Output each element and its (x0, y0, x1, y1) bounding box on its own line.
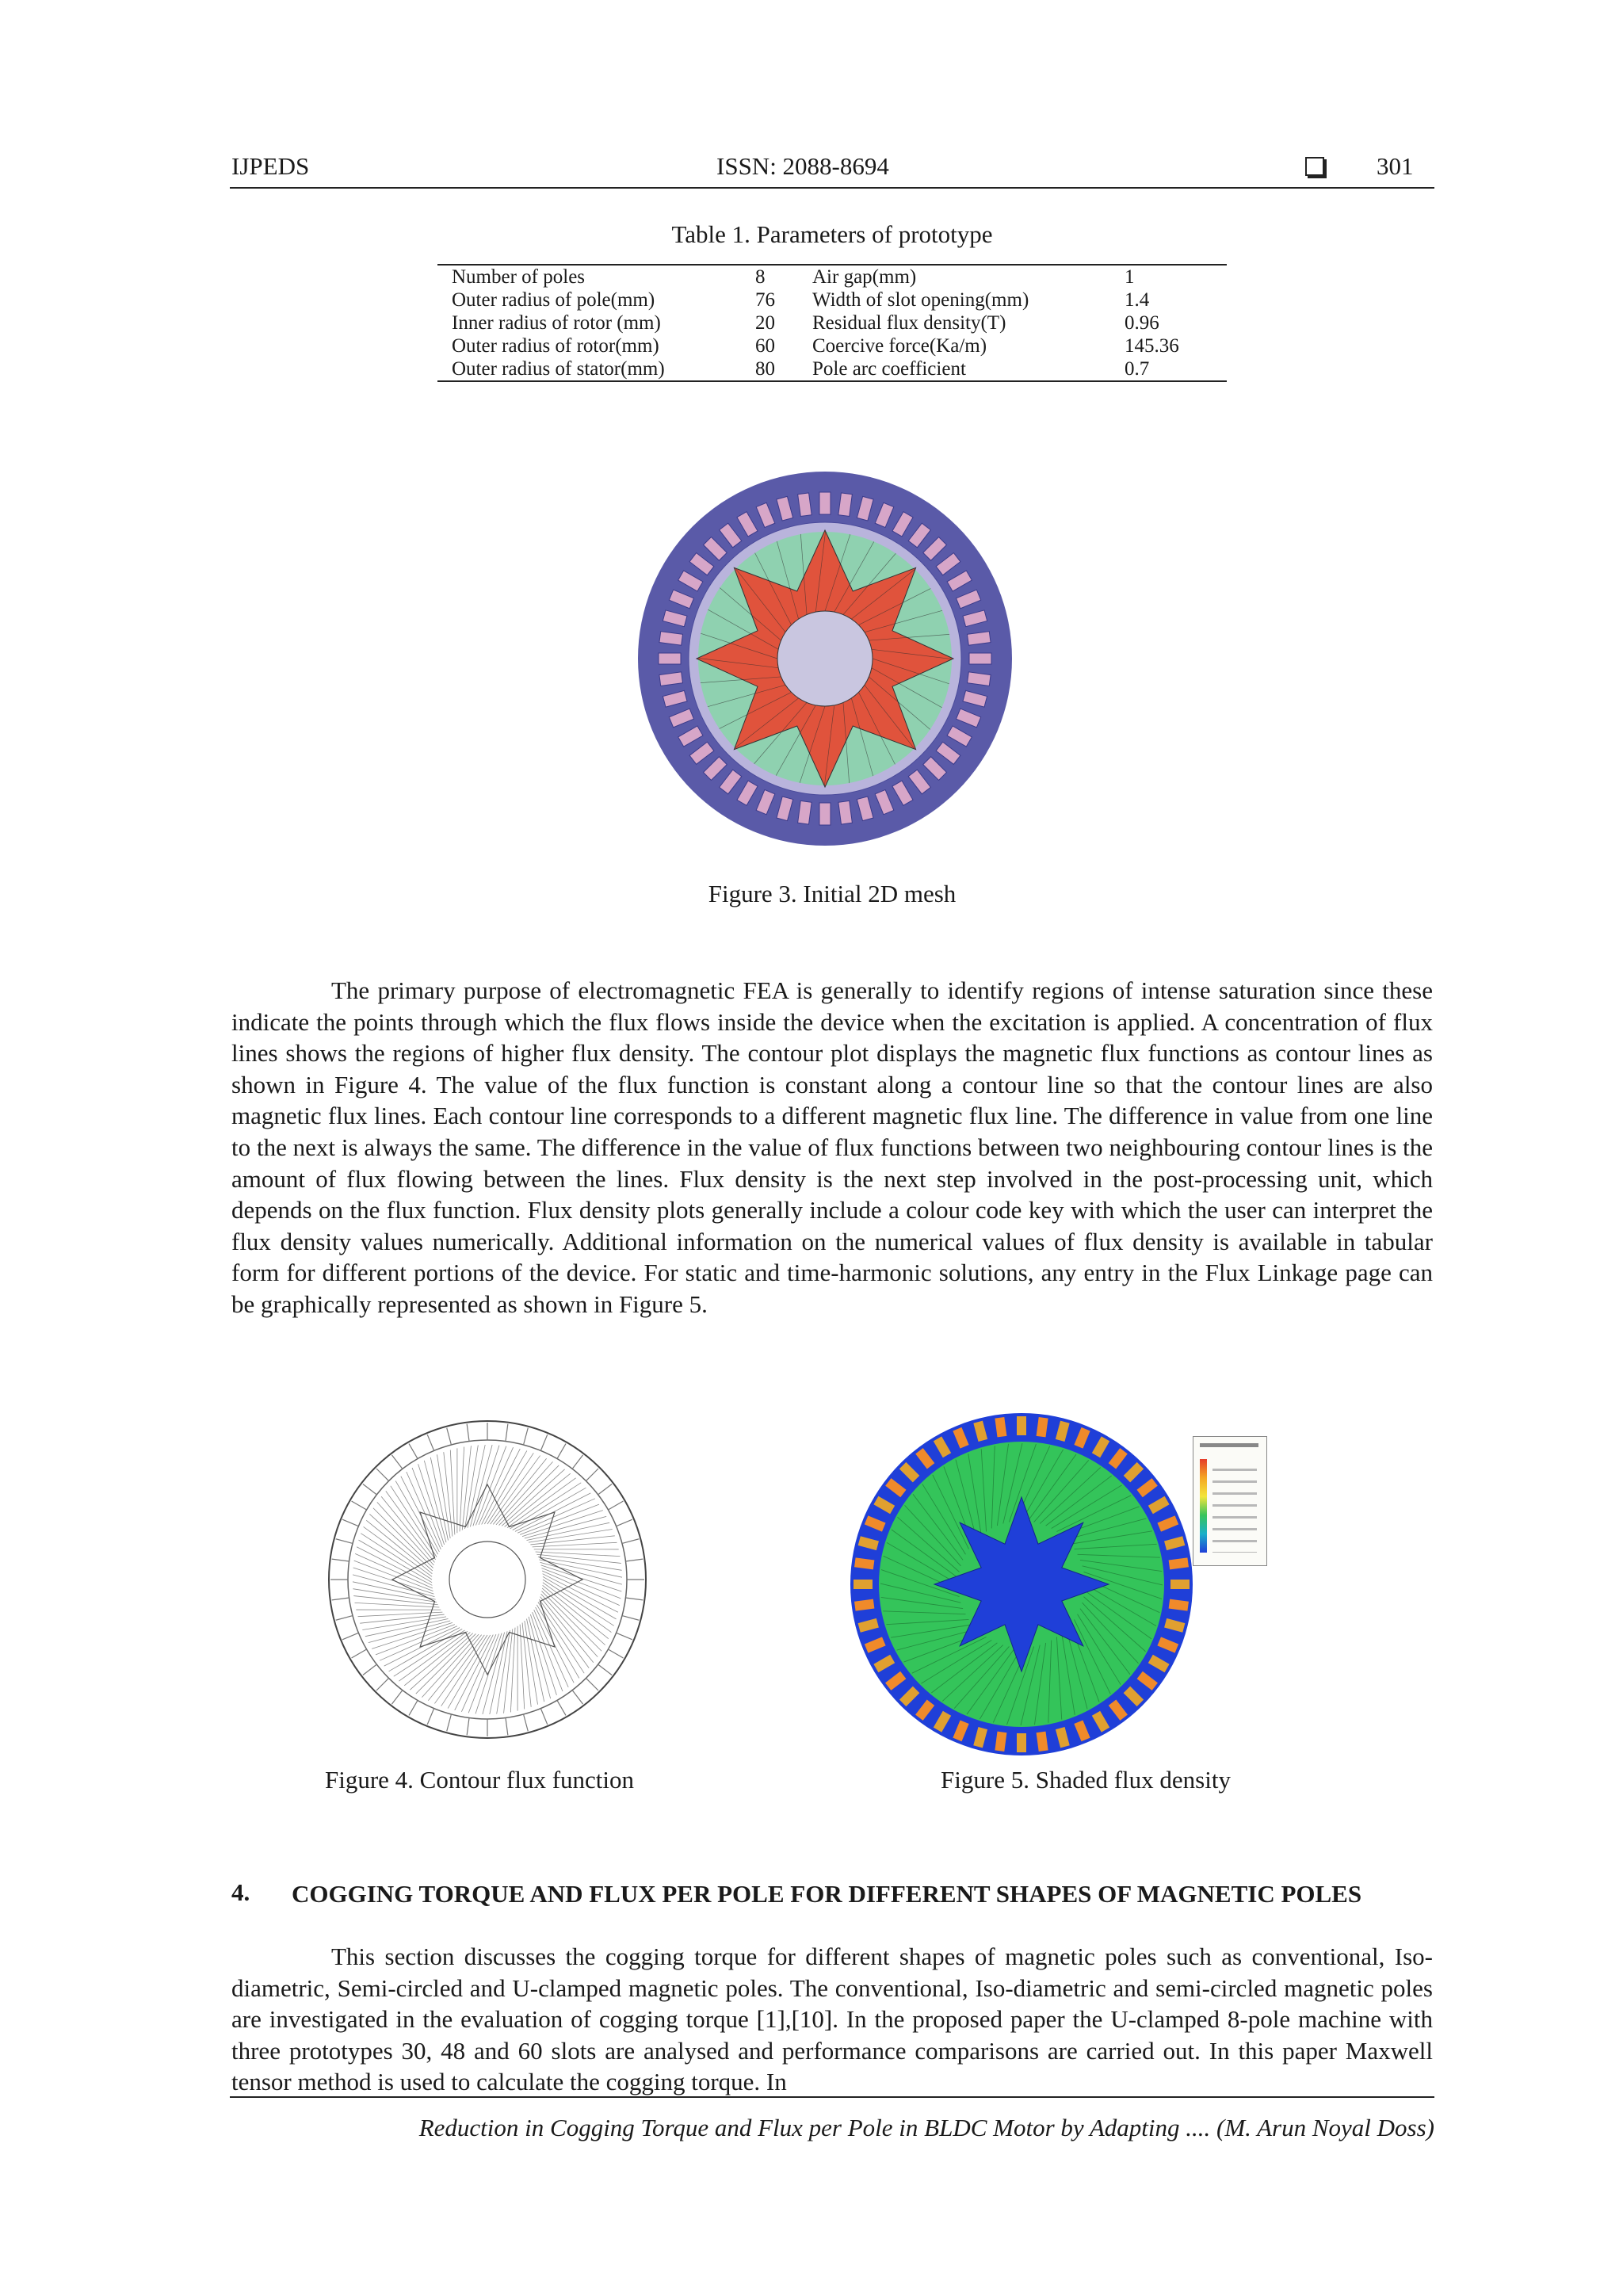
page-number: 301 (1377, 152, 1414, 180)
table-cell: 76 (755, 289, 775, 311)
table-cell: 145.36 (1125, 335, 1179, 357)
journal-name: IJPEDS (231, 152, 310, 180)
figure4-contour (325, 1417, 650, 1742)
table1-caption: Table 1. Parameters of prototype (671, 220, 993, 248)
table-row (437, 265, 1227, 288)
stator-slot (969, 653, 991, 664)
table-cell: Pole arc coefficient (798, 357, 1110, 381)
table-cell: Number of poles (437, 265, 741, 288)
stator-slot (659, 672, 683, 686)
section4-paragraph: This section discusses the cogging torque for different shapes of magnetic poles such as conventional, Iso-diametric, Semi-circled and U-clamped magnetic poles. The conventional, Iso-diametric and semi-circled magnetic poles are investigated in the evaluation of cogging torque [1],[10]. In the proposed paper the U-clamped 8-pole machine with three prototypes 30, 48 and 60 slots are analysed and performance comparisons are carried out. In this paper Maxwell tensor method is used to calculate the cogging torque. In (231, 1943, 1433, 2096)
shaded-plot-legend (1193, 1436, 1267, 1566)
rotor-star (934, 1497, 1109, 1671)
table-row (437, 288, 1227, 311)
table-cell: Width of slot opening(mm) (812, 289, 1029, 311)
stator-slot (798, 493, 812, 517)
stator-slot (819, 492, 831, 514)
issn: ISSN: 2088-8694 (716, 152, 889, 180)
legend-title-mark (1200, 1443, 1258, 1447)
header-rule (230, 187, 1434, 189)
figure3-mesh (636, 469, 1014, 848)
checkbox-glyph-icon (1305, 157, 1324, 176)
table-row (437, 334, 1227, 357)
body-paragraph-1: The primary purpose of electromagnetic FEA is generally to identify regions of intense saturation since these indicate the points through which the flux flows inside the device when the excitation is applied. A concentration of flux lines shows the regions of higher flux density. The contour plot displays the magnetic flux functions as contour lines as shown in Figure 4. The value of the flux function is constant along a contour line so that the contour lines are also magnetic flux lines. Each contour line corresponds to a different magnetic flux line. The difference in value from one line to the next is always the same. The difference in the value of flux functions between two neighbouring contour lines is the amount of flux flowing between the lines. Flux density is the next step involved in the post-processing unit, which depends on the flux function. Flux density plots generally include a colour code key with which the user can interpret the flux density values numerically. Additional information on the numerical values of flux density is available in tabular form for different portions of the device. For static and time-harmonic solutions, any entry in the Flux Linkage page can be graphically represented as shown in Figure 5. (231, 976, 1433, 1318)
stator-slot (798, 800, 812, 824)
stator-slot (967, 632, 991, 646)
section-number: 4. (231, 1878, 250, 1906)
table-cell: Inner radius of rotor (mm) (452, 312, 661, 334)
table-row (437, 357, 1227, 381)
figure4-caption: Figure 4. Contour flux function (324, 1766, 635, 1794)
figure5-caption: Figure 5. Shaded flux density (941, 1766, 1231, 1794)
slot-flux (1017, 1416, 1026, 1435)
table-cell: 80 (741, 357, 798, 381)
table-cell: 20 (755, 312, 775, 334)
table-cell: Outer radius of rotor(mm) (452, 335, 659, 357)
table-cell: Air gap(mm) (798, 265, 1110, 288)
table-cell: 1 (1110, 265, 1227, 288)
table-cell: Outer radius of pole(mm) (452, 289, 655, 311)
shaft (777, 611, 873, 706)
slot-flux (1170, 1580, 1190, 1589)
table-cell: Outer radius of stator(mm) (437, 357, 741, 381)
stator-slot (968, 672, 991, 686)
legend-scale-values (1212, 1459, 1257, 1553)
table-cell: Coercive force(Ka/m) (812, 335, 987, 357)
figure5-shaded (848, 1411, 1195, 1758)
running-footer: Reduction in Cogging Torque and Flux per Pole in BLDC Motor by Adapting .... (M. Arun Noyal Doss) (418, 2114, 1434, 2141)
stator-slot (659, 653, 681, 664)
stator-slot (659, 632, 683, 646)
slot-flux (1017, 1733, 1026, 1752)
stator-slot (838, 493, 853, 517)
table-row (437, 311, 1227, 334)
table-cell: 0.96 (1125, 312, 1159, 334)
table-cell: 8 (741, 265, 798, 288)
stator-slot (838, 800, 853, 824)
table-cell: 1.4 (1125, 289, 1150, 311)
table-cell: 0.7 (1110, 357, 1227, 381)
footer-rule (230, 2096, 1434, 2098)
shaft-outline (449, 1541, 525, 1618)
stator-slot (819, 803, 831, 825)
slot-flux (854, 1580, 873, 1589)
table-cell: Residual flux density(T) (812, 312, 1006, 334)
legend-color-scale (1200, 1459, 1207, 1553)
section-title: COGGING TORQUE AND FLUX PER POLE FOR DIFFERENT SHAPES OF MAGNETIC POLES (292, 1880, 1362, 1908)
table-cell: 60 (755, 335, 775, 357)
parameters-table (437, 264, 1227, 382)
figure3-caption: Figure 3. Initial 2D mesh (708, 880, 957, 907)
